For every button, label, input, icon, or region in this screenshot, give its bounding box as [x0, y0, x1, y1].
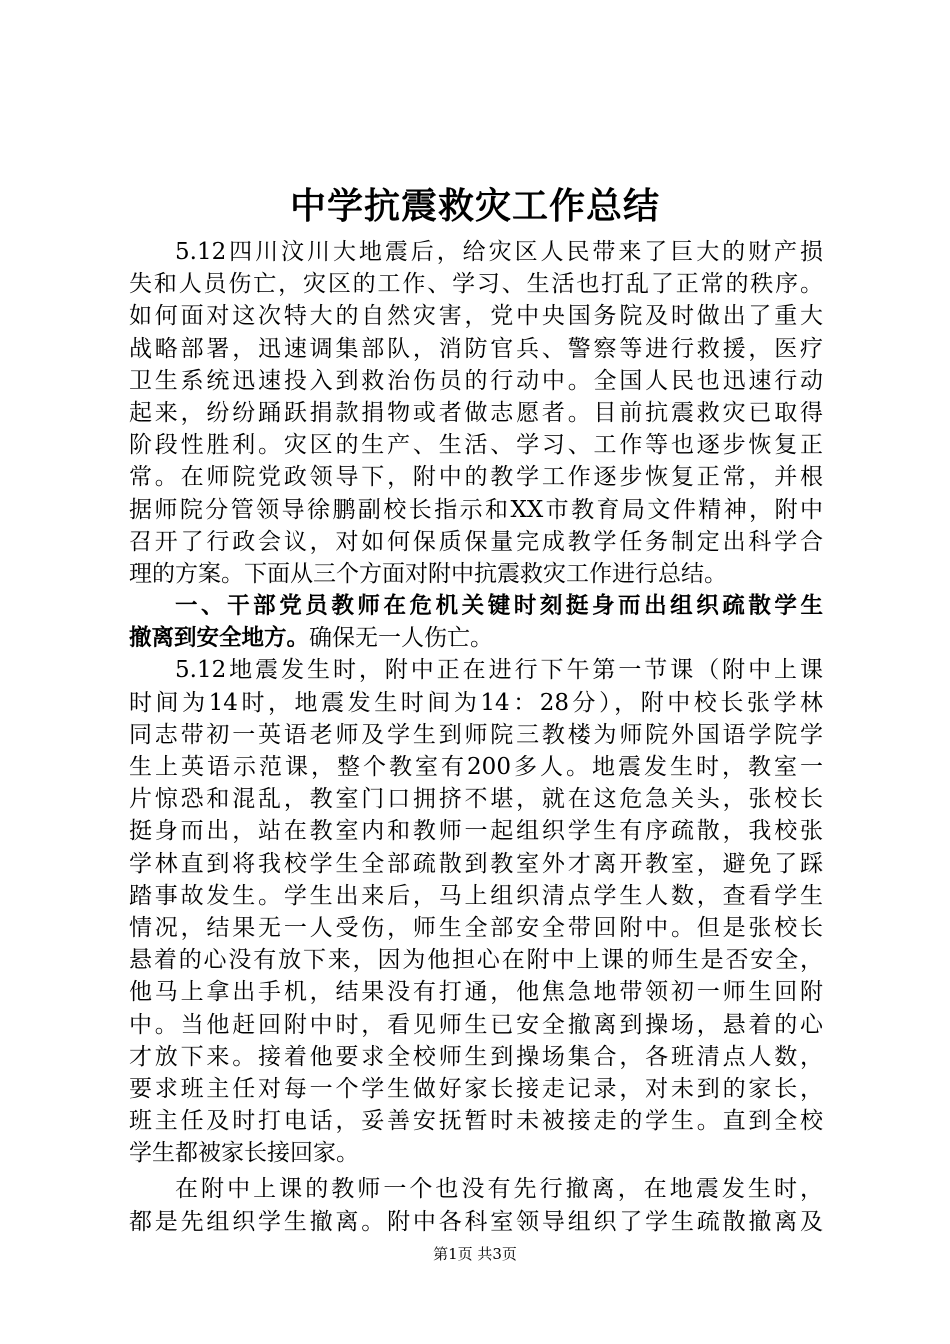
text-line: 踏事故发生。学生出来后，马上组织清点学生人数，查看学生	[129, 882, 823, 909]
document-body	[129, 236, 823, 1238]
text-line: 召开了行政会议，对如何保质保量完成教学任务制定出科学合	[129, 528, 823, 555]
page-footer: 第1页 共3页	[433, 1245, 517, 1263]
paragraph-teachers	[129, 1173, 823, 1237]
section-heading-line: 一、干部党员教师在危机关键时刻挺身而出组织疏散学生	[175, 593, 823, 620]
section-heading-1	[129, 590, 823, 654]
section-heading-rest: 确保无一人伤亡。	[309, 625, 494, 652]
text-line: 才放下来。接着他要求全校师生到操场集合，各班清点人数，	[129, 1043, 823, 1070]
text-line: 班主任及时打电话，妥善安抚暂时未被接走的学生。直到全校	[129, 1108, 823, 1135]
text-line: 如何面对这次特大的自然灾害，党中央国务院及时做出了重大	[129, 303, 823, 330]
text-line: 中。当他赶回附中时，看见师生已安全撤离到操场，悬着的心	[129, 1011, 823, 1038]
text-line: 常。在师院党政领导下，附中的教学工作逐步恢复正常，并根	[129, 464, 823, 491]
text-line: 都是先组织学生撤离。附中各科室领导组织了学生疏散撤离及	[129, 1208, 823, 1235]
text-line: 卫生系统迅速投入到救治伤员的行动中。全国人民也迅速行动	[129, 367, 823, 394]
text-line: 同志带初一英语老师及学生到师院三教楼为师院外国语学院学	[129, 721, 823, 748]
text-line: 据师院分管领导徐鹏副校长指示和XX市教育局文件精神，附中	[129, 496, 823, 523]
text-line: 战略部署，迅速调集部队，消防官兵、警察等进行救援，医疗	[129, 335, 823, 362]
text-line: 失和人员伤亡，灾区的工作、学习、生活也打乱了正常的秩序。	[129, 271, 823, 298]
paragraph-intro	[129, 236, 823, 590]
text-line: 阶段性胜利。灾区的生产、生活、学习、工作等也逐步恢复正	[129, 432, 823, 459]
text-line: 在附中上课的教师一个也没有先行撤离，在地震发生时，	[175, 1176, 823, 1203]
text-line: 情况，结果无一人受伤，师生全部安全带回附中。但是张校长	[129, 914, 823, 941]
text-line: 他马上拿出手机，结果没有打通，他焦急地带领初一师生回附	[129, 979, 823, 1006]
text-line: 时间为14时，地震发生时间为14：28分），附中校长张学林	[129, 689, 823, 716]
document-title: 中学抗震救灾工作总结	[289, 186, 660, 227]
text-line: 挺身而出，站在教室内和教师一起组织学生有序疏散，我校张	[129, 818, 823, 845]
text-line: 5.12地震发生时，附中正在进行下午第一节课（附中上课	[175, 657, 823, 684]
text-line: 生上英语示范课，整个教室有200多人。地震发生时，教室一	[129, 754, 823, 780]
section-heading-line	[129, 622, 823, 654]
text-line: 学生都被家长接回家。	[129, 1140, 359, 1167]
text-line: 理的方案。下面从三个方面对附中抗震救灾工作进行总结。	[129, 560, 727, 587]
text-line: 悬着的心没有放下来，因为他担心在附中上课的师生是否安全，	[129, 947, 823, 974]
text-line: 起来，纷纷踊跃捐款捐物或者做志愿者。目前抗震救灾已取得	[129, 399, 823, 426]
paragraph-earthquake	[129, 654, 823, 1169]
text-line: 片惊恐和混乱，教室门口拥挤不堪，就在这危急关头，张校长	[129, 786, 823, 813]
text-line: 要求班主任对每一个学生做好家长接走记录，对未到的家长，	[129, 1075, 823, 1102]
section-heading-bold: 撤离到安全地方。	[129, 625, 310, 652]
text-line: 学林直到将我校学生全部疏散到教室外才离开教室，避免了踩	[129, 850, 823, 877]
text-line: 5.12四川汶川大地震后，给灾区人民带来了巨大的财产损	[175, 239, 823, 265]
